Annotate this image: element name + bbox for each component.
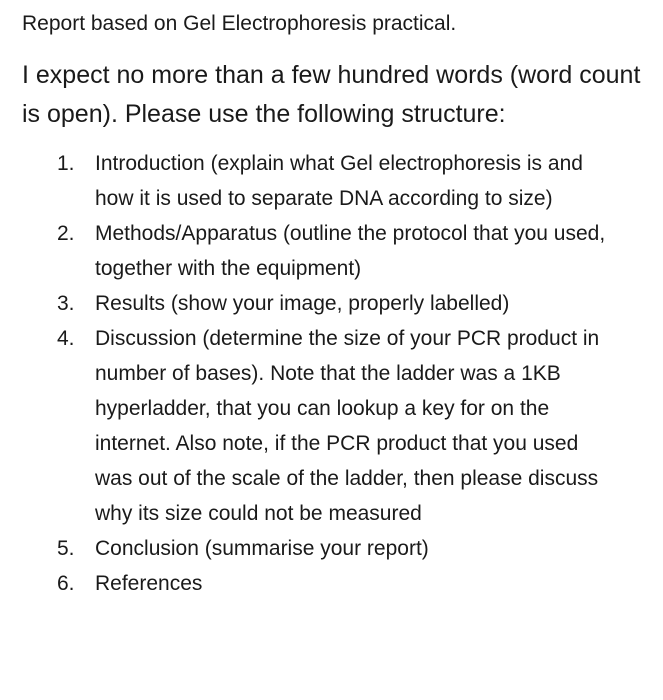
list-item-number: 5.: [57, 537, 75, 560]
list-item-text: Introduction (explain what Gel electrophoresis is and how it is used to separate DNA according to size): [95, 152, 583, 210]
list-item-text: References: [95, 572, 203, 595]
list-item: [57, 146, 617, 216]
instructions-paragraph: I expect no more than a few hundred words (word count is open). Please use the following structure:: [22, 61, 641, 128]
list-item-number: 4.: [57, 327, 75, 350]
list-item-number: 1.: [57, 152, 75, 175]
report-structure-list: [57, 146, 617, 601]
report-heading: Report based on Gel Electrophoresis practical.: [22, 12, 457, 35]
list-item-number: 6.: [57, 572, 75, 595]
list-item-text: Results (show your image, properly labelled): [95, 292, 510, 315]
list-item-text: Conclusion (summarise your report): [95, 537, 429, 560]
list-item: [57, 321, 617, 531]
list-item: [57, 566, 617, 601]
list-item-number: 2.: [57, 222, 75, 245]
list-item-text: Methods/Apparatus (outline the protocol that you used, together with the equipment): [95, 222, 606, 280]
list-item-number: 3.: [57, 292, 75, 315]
list-item: [57, 216, 617, 286]
list-item: [57, 531, 617, 566]
list-item-text: Discussion (determine the size of your PCR product in number of bases). Note that the ladder was a 1KB hyperladder, that you can lookup a key for on the internet. Also note, if the PCR product that you used was out of the scale of the ladder, then please discuss why its size could not be measured: [95, 327, 600, 525]
list-item: [57, 286, 617, 321]
